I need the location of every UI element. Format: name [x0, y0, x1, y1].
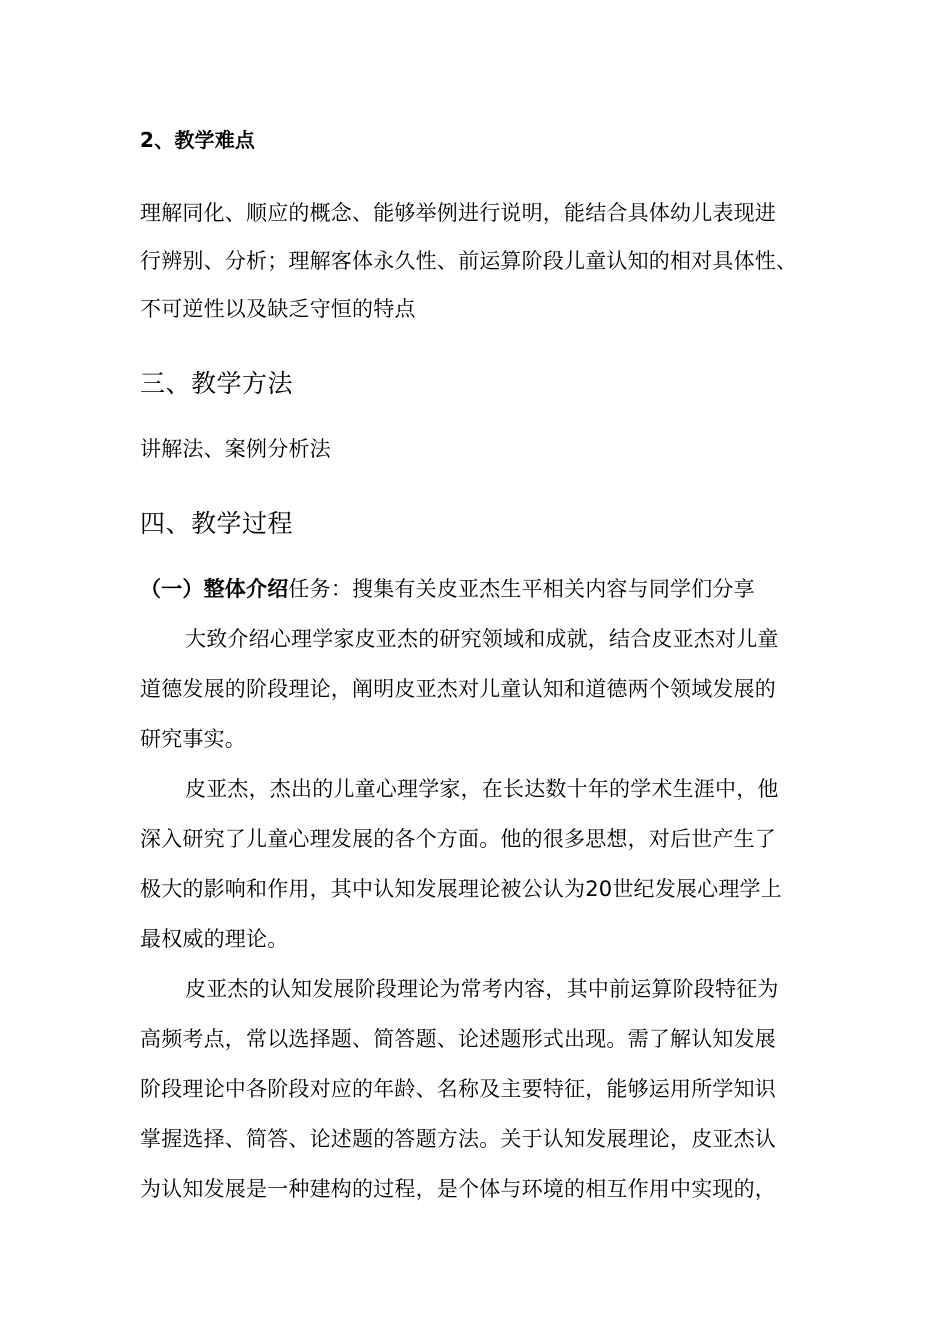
paragraph-1-line-3: 研究事实。 [140, 727, 246, 751]
paragraph-3-line-4: 掌握选择、简答、论述题的答题方法。关于认知发展理论，皮亚杰认 [140, 1127, 776, 1151]
subsection-1-number: （一） [140, 577, 204, 601]
paragraph-2-line-4: 最权威的理论。 [140, 927, 289, 951]
paragraph-3-line-5: 为认知发展是一种建构的过程，是个体与环境的相互作用中实现的， [140, 1177, 776, 1201]
section-4-heading: 四、教学过程 [140, 509, 294, 538]
paragraph-3-line-3: 阶段理论中各阶段对应的年龄、名称及主要特征，能够运用所学知识 [140, 1077, 776, 1101]
difficulty-heading: 2、教学难点 [140, 128, 256, 152]
paragraph-1-line-2: 道德发展的阶段理论，阐明皮亚杰对儿童认知和道德两个领域发展的 [140, 677, 776, 701]
difficulty-line-1: 理解同化、顺应的概念、能够举例进行说明，能结合具体幼儿表现进 [140, 201, 776, 225]
difficulty-line-3: 不可逆性以及缺乏守恒的特点 [140, 297, 416, 321]
subsection-1-heading [140, 574, 755, 604]
section-3-text: 讲解法、案例分析法 [140, 437, 331, 461]
paragraph-2-line-2: 深入研究了儿童心理发展的各个方面。他的很多思想，对后世产生了 [140, 827, 776, 851]
paragraph-1-line-1: 大致介绍心理学家皮亚杰的研究领域和成就，结合皮亚杰对儿童 [185, 627, 779, 651]
subsection-1-task: 任务：搜集有关皮亚杰生平相关内容与同学们分享 [288, 577, 755, 601]
paragraph-2-line-1: 皮亚杰，杰出的儿童心理学家，在长达数十年的学术生涯中，他 [185, 777, 779, 801]
subsection-1-title: 整体介绍 [203, 577, 289, 601]
section-3-heading: 三、教学方法 [140, 369, 294, 398]
paragraph-3-line-2: 高频考点，常以选择题、简答题、论述题形式出现。需了解认知发展 [140, 1027, 776, 1051]
difficulty-line-2: 行辨别、分析；理解客体永久性、前运算阶段儿童认知的相对具体性、 [140, 249, 798, 273]
paragraph-2-line-3: 极大的影响和作用，其中认知发展理论被公认为20世纪发展心理学上 [140, 877, 782, 901]
paragraph-3-line-1: 皮亚杰的认知发展阶段理论为常考内容，其中前运算阶段特征为 [185, 977, 779, 1001]
